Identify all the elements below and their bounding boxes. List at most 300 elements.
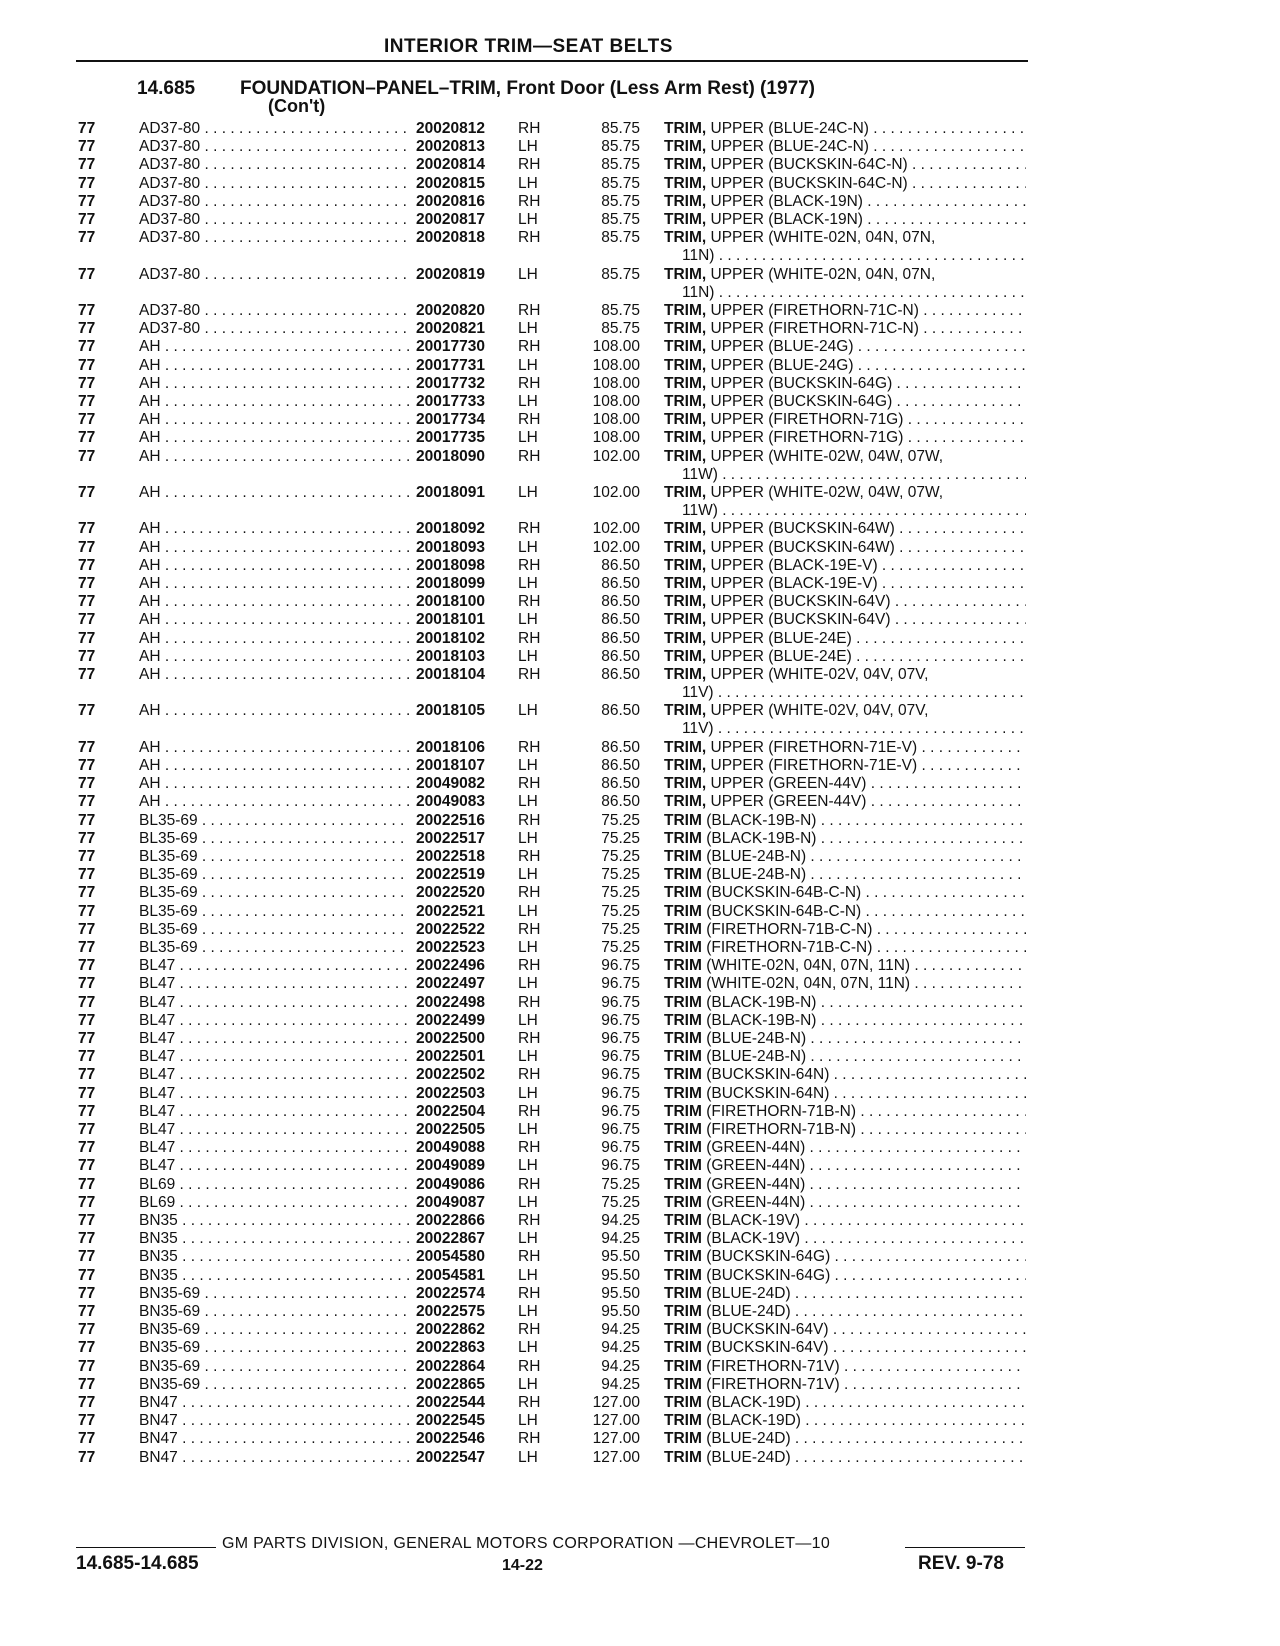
price: 86.50 xyxy=(601,738,640,756)
description xyxy=(664,830,1026,848)
side: RH xyxy=(518,229,541,247)
model-code: BL47 . . . xyxy=(139,1157,409,1175)
part-number: 20022505 xyxy=(416,1121,485,1138)
model-code: BL69 . . . xyxy=(139,1176,409,1194)
description-text: UPPER (WHITE-02V, 04V, 07V, xyxy=(710,666,929,683)
model-code: AH . . . xyxy=(139,575,409,593)
part-number: 20018107 xyxy=(416,757,485,774)
model-year: 77 xyxy=(78,374,96,392)
price: 102.00 xyxy=(592,447,640,465)
description-text: (WHITE-02N, 04N, 07N, 11N) xyxy=(706,957,911,975)
side: RH xyxy=(518,738,541,756)
model-year: 77 xyxy=(78,1139,96,1157)
price: 85.75 xyxy=(601,302,640,319)
description-text: UPPER (GREEN-44V) xyxy=(710,793,867,811)
description xyxy=(664,1412,1026,1430)
model-code: BL35-69 . . . xyxy=(139,848,409,866)
description-keyword: TRIM, xyxy=(664,666,707,683)
model-year: 77 xyxy=(78,1193,96,1211)
side: LH xyxy=(518,1339,538,1357)
part-number: 20020814 xyxy=(416,156,485,174)
description-text: UPPER (BUCKSKIN-64W) xyxy=(710,538,895,556)
side: RH xyxy=(518,192,541,210)
model-code: BL47 . . . xyxy=(139,1030,409,1048)
part-number: 20022547 xyxy=(416,1448,485,1466)
description xyxy=(664,1430,1026,1448)
side: LH xyxy=(518,1011,538,1029)
description-keyword: TRIM xyxy=(664,866,702,884)
description-keyword: TRIM, xyxy=(664,575,707,592)
model-year: 77 xyxy=(78,1266,96,1284)
table-row xyxy=(0,520,1280,540)
model-code: BL47 . . . xyxy=(139,1085,409,1103)
description-text: (BUCKSKIN-64B-C-N) xyxy=(706,884,862,902)
model-code: BL47 . . . xyxy=(139,994,409,1012)
model-year: 77 xyxy=(78,211,96,228)
table-row xyxy=(0,921,1280,941)
description-text: UPPER (WHITE-02W, 04W, 07W, xyxy=(710,484,944,501)
side: RH xyxy=(518,338,541,356)
table-row xyxy=(0,903,1280,923)
description xyxy=(664,757,1026,775)
table-row xyxy=(0,866,1280,886)
description-text: UPPER (WHITE-02W, 04W, 07W, xyxy=(710,447,944,465)
model-year: 77 xyxy=(78,1048,96,1066)
description-text: UPPER (BLUE-24C-N) xyxy=(710,120,869,137)
model-code: BN35 . . . xyxy=(139,1230,409,1248)
part-number: 20049086 xyxy=(416,1175,485,1193)
price: 95.50 xyxy=(601,1303,640,1320)
description-text: UPPER (BLUE-24C-N) xyxy=(710,138,869,156)
part-number: 20020820 xyxy=(416,302,485,319)
part-number: 20018104 xyxy=(416,666,485,683)
side: RH xyxy=(518,1102,541,1120)
part-number: 20020819 xyxy=(416,265,485,283)
side: RH xyxy=(518,811,541,829)
price: 96.75 xyxy=(601,1011,640,1029)
part-number: 20018101 xyxy=(416,611,485,629)
table-row xyxy=(0,1285,1280,1305)
description-text: (BLUE-24D) xyxy=(706,1284,791,1302)
description-text: UPPER (BUCKSKIN-64C-N) xyxy=(710,174,908,192)
table-row xyxy=(0,1194,1280,1214)
table-row xyxy=(0,1303,1280,1323)
model-code: BL35-69 . . . xyxy=(139,812,409,830)
price: 96.75 xyxy=(601,1139,640,1157)
side: LH xyxy=(518,538,538,556)
model-year: 77 xyxy=(78,1102,96,1120)
model-year: 77 xyxy=(78,411,96,429)
description-text: (GREEN-44N) xyxy=(706,1139,806,1157)
description-continued: 11N) . . . xyxy=(682,284,1026,302)
side: LH xyxy=(518,138,538,156)
model-year: 77 xyxy=(78,666,96,683)
description xyxy=(664,793,1026,811)
description xyxy=(664,1394,1026,1412)
price: 96.75 xyxy=(601,1102,640,1120)
model-code: BL47 . . . xyxy=(139,1121,409,1139)
model-year: 77 xyxy=(78,1284,96,1302)
table-row xyxy=(0,1139,1280,1159)
price: 96.75 xyxy=(601,1030,640,1047)
part-number: 20049082 xyxy=(416,775,485,793)
price: 108.00 xyxy=(592,411,640,429)
table-row xyxy=(0,138,1280,158)
price: 75.25 xyxy=(601,920,640,938)
description xyxy=(664,812,1026,830)
model-code: AH . . . xyxy=(139,775,409,793)
model-code: BL47 . . . xyxy=(139,975,409,993)
price: 86.50 xyxy=(601,793,640,811)
price: 108.00 xyxy=(592,374,640,392)
description xyxy=(664,1066,1026,1084)
part-number: 20022499 xyxy=(416,1011,485,1029)
model-code: AH . . . xyxy=(139,375,409,393)
table-row xyxy=(0,1412,1280,1432)
model-year: 77 xyxy=(78,120,96,137)
side: RH xyxy=(518,520,541,538)
table-row xyxy=(0,1449,1280,1469)
side: RH xyxy=(518,629,541,647)
side: LH xyxy=(518,757,538,774)
part-number: 20022519 xyxy=(416,866,485,884)
description xyxy=(664,429,1026,447)
price: 127.00 xyxy=(592,1412,640,1430)
side: RH xyxy=(518,1139,541,1157)
model-year: 77 xyxy=(78,1084,96,1102)
model-code: BN47 . . . xyxy=(139,1449,409,1467)
footer-page-number: 14-22 xyxy=(502,1557,543,1574)
table-row xyxy=(0,266,1280,304)
side: LH xyxy=(518,939,538,956)
model-year: 77 xyxy=(78,1011,96,1029)
description-text: (BLACK-19B-N) xyxy=(706,993,817,1011)
description xyxy=(664,775,1026,793)
description xyxy=(664,1139,1026,1157)
model-code: BN35-69 . . . xyxy=(139,1303,409,1321)
model-code: AH . . . xyxy=(139,557,409,575)
side: RH xyxy=(518,447,541,465)
price: 85.75 xyxy=(601,320,640,338)
table-row xyxy=(0,557,1280,577)
part-number: 20022546 xyxy=(416,1430,485,1448)
description xyxy=(664,921,1026,939)
model-year: 77 xyxy=(78,957,96,975)
description-text: (BUCKSKIN-64V) xyxy=(706,1339,829,1357)
description-text: UPPER (BLUE-24E) xyxy=(710,629,852,647)
price: 85.75 xyxy=(601,192,640,210)
model-code: AH . . . xyxy=(139,484,409,502)
description-keyword: TRIM xyxy=(664,1193,702,1211)
price: 108.00 xyxy=(592,393,640,410)
side: RH xyxy=(518,1394,541,1411)
price: 85.75 xyxy=(601,211,640,228)
description-text: UPPER (BLACK-19E-V) xyxy=(710,575,878,592)
table-row xyxy=(0,848,1280,868)
price: 96.75 xyxy=(601,1157,640,1175)
price: 75.25 xyxy=(601,939,640,956)
description-text: (FIRETHORN-71V) xyxy=(706,1357,840,1375)
description xyxy=(664,1267,1026,1285)
price: 86.50 xyxy=(601,702,640,720)
table-row xyxy=(0,1248,1280,1268)
side: LH xyxy=(518,1412,538,1430)
part-number: 20020812 xyxy=(416,120,485,137)
part-number: 20018103 xyxy=(416,647,485,665)
description-text: (BLACK-19V) xyxy=(706,1212,801,1229)
description-keyword: TRIM xyxy=(664,1448,702,1466)
description-keyword: TRIM xyxy=(664,1394,702,1411)
model-code: BN35-69 . . . xyxy=(139,1358,409,1376)
model-year: 77 xyxy=(78,939,96,956)
table-row xyxy=(0,1066,1280,1086)
price: 85.75 xyxy=(601,174,640,192)
description-keyword: TRIM, xyxy=(664,120,707,137)
description xyxy=(664,375,1026,393)
price: 102.00 xyxy=(592,484,640,501)
description-keyword: TRIM xyxy=(664,1303,702,1320)
table-row xyxy=(0,757,1280,777)
table-row xyxy=(0,593,1280,613)
part-number: 20017733 xyxy=(416,393,485,410)
model-year: 77 xyxy=(78,611,96,629)
model-code: AH . . . xyxy=(139,393,409,411)
model-code: BL35-69 . . . xyxy=(139,884,409,902)
side: LH xyxy=(518,1230,538,1248)
part-number: 20022864 xyxy=(416,1357,485,1375)
table-row xyxy=(0,739,1280,759)
description-keyword: TRIM xyxy=(664,1139,702,1157)
table-row xyxy=(0,320,1280,340)
model-year: 77 xyxy=(78,1230,96,1248)
model-year: 77 xyxy=(78,192,96,210)
table-row xyxy=(0,994,1280,1014)
part-number: 20017734 xyxy=(416,411,485,429)
model-code: AH . . . xyxy=(139,793,409,811)
description-text: (BLUE-24B-N) xyxy=(706,1030,807,1047)
side: LH xyxy=(518,647,538,665)
table-row xyxy=(0,448,1280,486)
side: RH xyxy=(518,1430,541,1448)
price: 108.00 xyxy=(592,429,640,447)
part-number: 20017735 xyxy=(416,429,485,447)
side: RH xyxy=(518,1212,541,1229)
side: LH xyxy=(518,1084,538,1102)
price: 86.50 xyxy=(601,775,640,793)
model-code: BL35-69 . . . xyxy=(139,939,409,957)
model-year: 77 xyxy=(78,866,96,884)
model-year: 77 xyxy=(78,1157,96,1175)
price: 96.75 xyxy=(601,1048,640,1066)
description xyxy=(664,175,1026,193)
part-number: 20022575 xyxy=(416,1303,485,1320)
side: LH xyxy=(518,975,538,993)
description xyxy=(664,1103,1026,1121)
description xyxy=(664,1194,1026,1212)
price: 94.25 xyxy=(601,1339,640,1357)
price: 95.50 xyxy=(601,1266,640,1284)
model-year: 77 xyxy=(78,1175,96,1193)
model-code: AH . . . xyxy=(139,630,409,648)
description-keyword: TRIM xyxy=(664,1121,702,1138)
description-keyword: TRIM, xyxy=(664,374,707,392)
price: 86.50 xyxy=(601,611,640,629)
price: 94.25 xyxy=(601,1230,640,1248)
description-keyword: TRIM xyxy=(664,1066,702,1084)
model-code: BL35-69 . . . xyxy=(139,921,409,939)
table-row xyxy=(0,193,1280,213)
description xyxy=(664,630,1026,648)
side: LH xyxy=(518,1121,538,1138)
description xyxy=(664,994,1026,1012)
price: 75.25 xyxy=(601,866,640,884)
model-code: BL35-69 . . . xyxy=(139,830,409,848)
part-number: 20022544 xyxy=(416,1394,485,1411)
description xyxy=(664,302,1026,320)
model-code: AD37-80 . . . xyxy=(139,320,409,338)
table-row xyxy=(0,630,1280,650)
model-year: 77 xyxy=(78,320,96,338)
model-code: AH . . . xyxy=(139,648,409,666)
part-number: 20022866 xyxy=(416,1212,485,1229)
description xyxy=(664,1048,1026,1066)
price: 95.50 xyxy=(601,1284,640,1302)
part-number: 20022502 xyxy=(416,1066,485,1084)
price: 86.50 xyxy=(601,575,640,592)
side: LH xyxy=(518,429,538,447)
model-year: 77 xyxy=(78,229,96,247)
model-year: 77 xyxy=(78,775,96,793)
side: RH xyxy=(518,374,541,392)
part-number: 20022497 xyxy=(416,975,485,993)
model-code: AD37-80 . . . xyxy=(139,229,409,247)
table-row xyxy=(0,1157,1280,1177)
description-text: UPPER (BLACK-19N) xyxy=(710,192,863,210)
description xyxy=(664,957,1026,975)
description-text: (BLUE-24B-N) xyxy=(706,866,807,884)
model-code: AD37-80 . . . xyxy=(139,266,409,284)
description-keyword: TRIM xyxy=(664,1084,702,1102)
description-keyword: TRIM, xyxy=(664,757,707,774)
description-text: UPPER (WHITE-02V, 04V, 07V, xyxy=(710,702,929,720)
table-row xyxy=(0,1212,1280,1232)
table-row xyxy=(0,939,1280,959)
price: 127.00 xyxy=(592,1448,640,1466)
footer-rule-right xyxy=(905,1547,1025,1548)
table-row xyxy=(0,1267,1280,1287)
model-code: BL47 . . . xyxy=(139,1103,409,1121)
model-year: 77 xyxy=(78,1394,96,1411)
description-keyword: TRIM xyxy=(664,1357,702,1375)
description xyxy=(664,520,1026,538)
part-number: 20022522 xyxy=(416,920,485,938)
side: RH xyxy=(518,884,541,902)
description xyxy=(664,739,1026,757)
description-keyword: TRIM, xyxy=(664,629,707,647)
description-text: UPPER (BLUE-24G) xyxy=(710,356,854,374)
side: LH xyxy=(518,902,538,920)
part-number: 20022496 xyxy=(416,957,485,975)
side: LH xyxy=(518,265,538,283)
side: RH xyxy=(518,1030,541,1047)
model-code: AD37-80 . . . xyxy=(139,175,409,193)
model-code: AD37-80 . . . xyxy=(139,193,409,211)
model-year: 77 xyxy=(78,975,96,993)
description-keyword: TRIM xyxy=(664,1339,702,1357)
footer-rule-left xyxy=(76,1547,216,1548)
model-code: AD37-80 . . . xyxy=(139,138,409,156)
description-text: (FIRETHORN-71V) xyxy=(706,1375,840,1393)
model-year: 77 xyxy=(78,156,96,174)
table-row xyxy=(0,229,1280,267)
description xyxy=(664,1321,1026,1339)
part-number: 20020813 xyxy=(416,138,485,156)
model-year: 77 xyxy=(78,902,96,920)
model-code: BL47 . . . xyxy=(139,1012,409,1030)
price: 96.75 xyxy=(601,1121,640,1138)
part-number: 20018093 xyxy=(416,538,485,556)
description-keyword: TRIM xyxy=(664,1157,702,1175)
description xyxy=(664,1230,1026,1248)
price: 102.00 xyxy=(592,538,640,556)
side: LH xyxy=(518,484,538,501)
part-number: 20020817 xyxy=(416,211,485,228)
model-year: 77 xyxy=(78,757,96,774)
model-code: BL35-69 . . . xyxy=(139,903,409,921)
description-text: UPPER (BLACK-19N) xyxy=(710,211,863,228)
description-keyword: TRIM, xyxy=(664,138,707,156)
description-text: UPPER (BUCKSKIN-64V) xyxy=(710,593,891,611)
price: 75.25 xyxy=(601,848,640,865)
description-text: (BUCKSKIN-64G) xyxy=(706,1248,831,1266)
description-text: UPPER (BUCKSKIN-64G) xyxy=(710,374,893,392)
description-text: (BLACK-19B-N) xyxy=(706,829,817,847)
price: 86.50 xyxy=(601,593,640,611)
model-code: BN35 . . . xyxy=(139,1212,409,1230)
description-text: (GREEN-44N) xyxy=(706,1175,806,1193)
description xyxy=(664,884,1026,902)
price: 94.25 xyxy=(601,1212,640,1229)
price: 96.75 xyxy=(601,993,640,1011)
description-text: UPPER (FIRETHORN-71E-V) xyxy=(710,738,918,756)
part-number: 20022520 xyxy=(416,884,485,902)
description-keyword: TRIM, xyxy=(664,174,707,192)
table-row xyxy=(0,539,1280,559)
description-continued: 11W) . . . xyxy=(682,502,1026,520)
side: RH xyxy=(518,302,541,319)
part-number: 20022574 xyxy=(416,1284,485,1302)
part-number: 20018100 xyxy=(416,593,485,611)
description xyxy=(664,138,1026,156)
footer-section-range: 14.685-14.685 xyxy=(76,1553,199,1574)
description-continued: 11V) . . . xyxy=(682,684,1026,702)
description-text: UPPER (FIRETHORN-71G) xyxy=(710,411,904,429)
description-keyword: TRIM, xyxy=(664,647,707,665)
part-number: 20022862 xyxy=(416,1321,485,1339)
description xyxy=(664,1248,1026,1266)
side: RH xyxy=(518,120,541,137)
model-year: 77 xyxy=(78,1066,96,1084)
page-header-title: INTERIOR TRIM—SEAT BELTS xyxy=(384,36,673,57)
model-year: 77 xyxy=(78,538,96,556)
description-continued: 11W) . . . xyxy=(682,466,1026,484)
description-text: (FIRETHORN-71B-N) xyxy=(706,1121,857,1138)
model-code: AH . . . xyxy=(139,448,409,466)
price: 75.25 xyxy=(601,902,640,920)
description-keyword: TRIM, xyxy=(664,611,707,629)
model-code: BN47 . . . xyxy=(139,1394,409,1412)
description-keyword: TRIM xyxy=(664,1175,702,1193)
